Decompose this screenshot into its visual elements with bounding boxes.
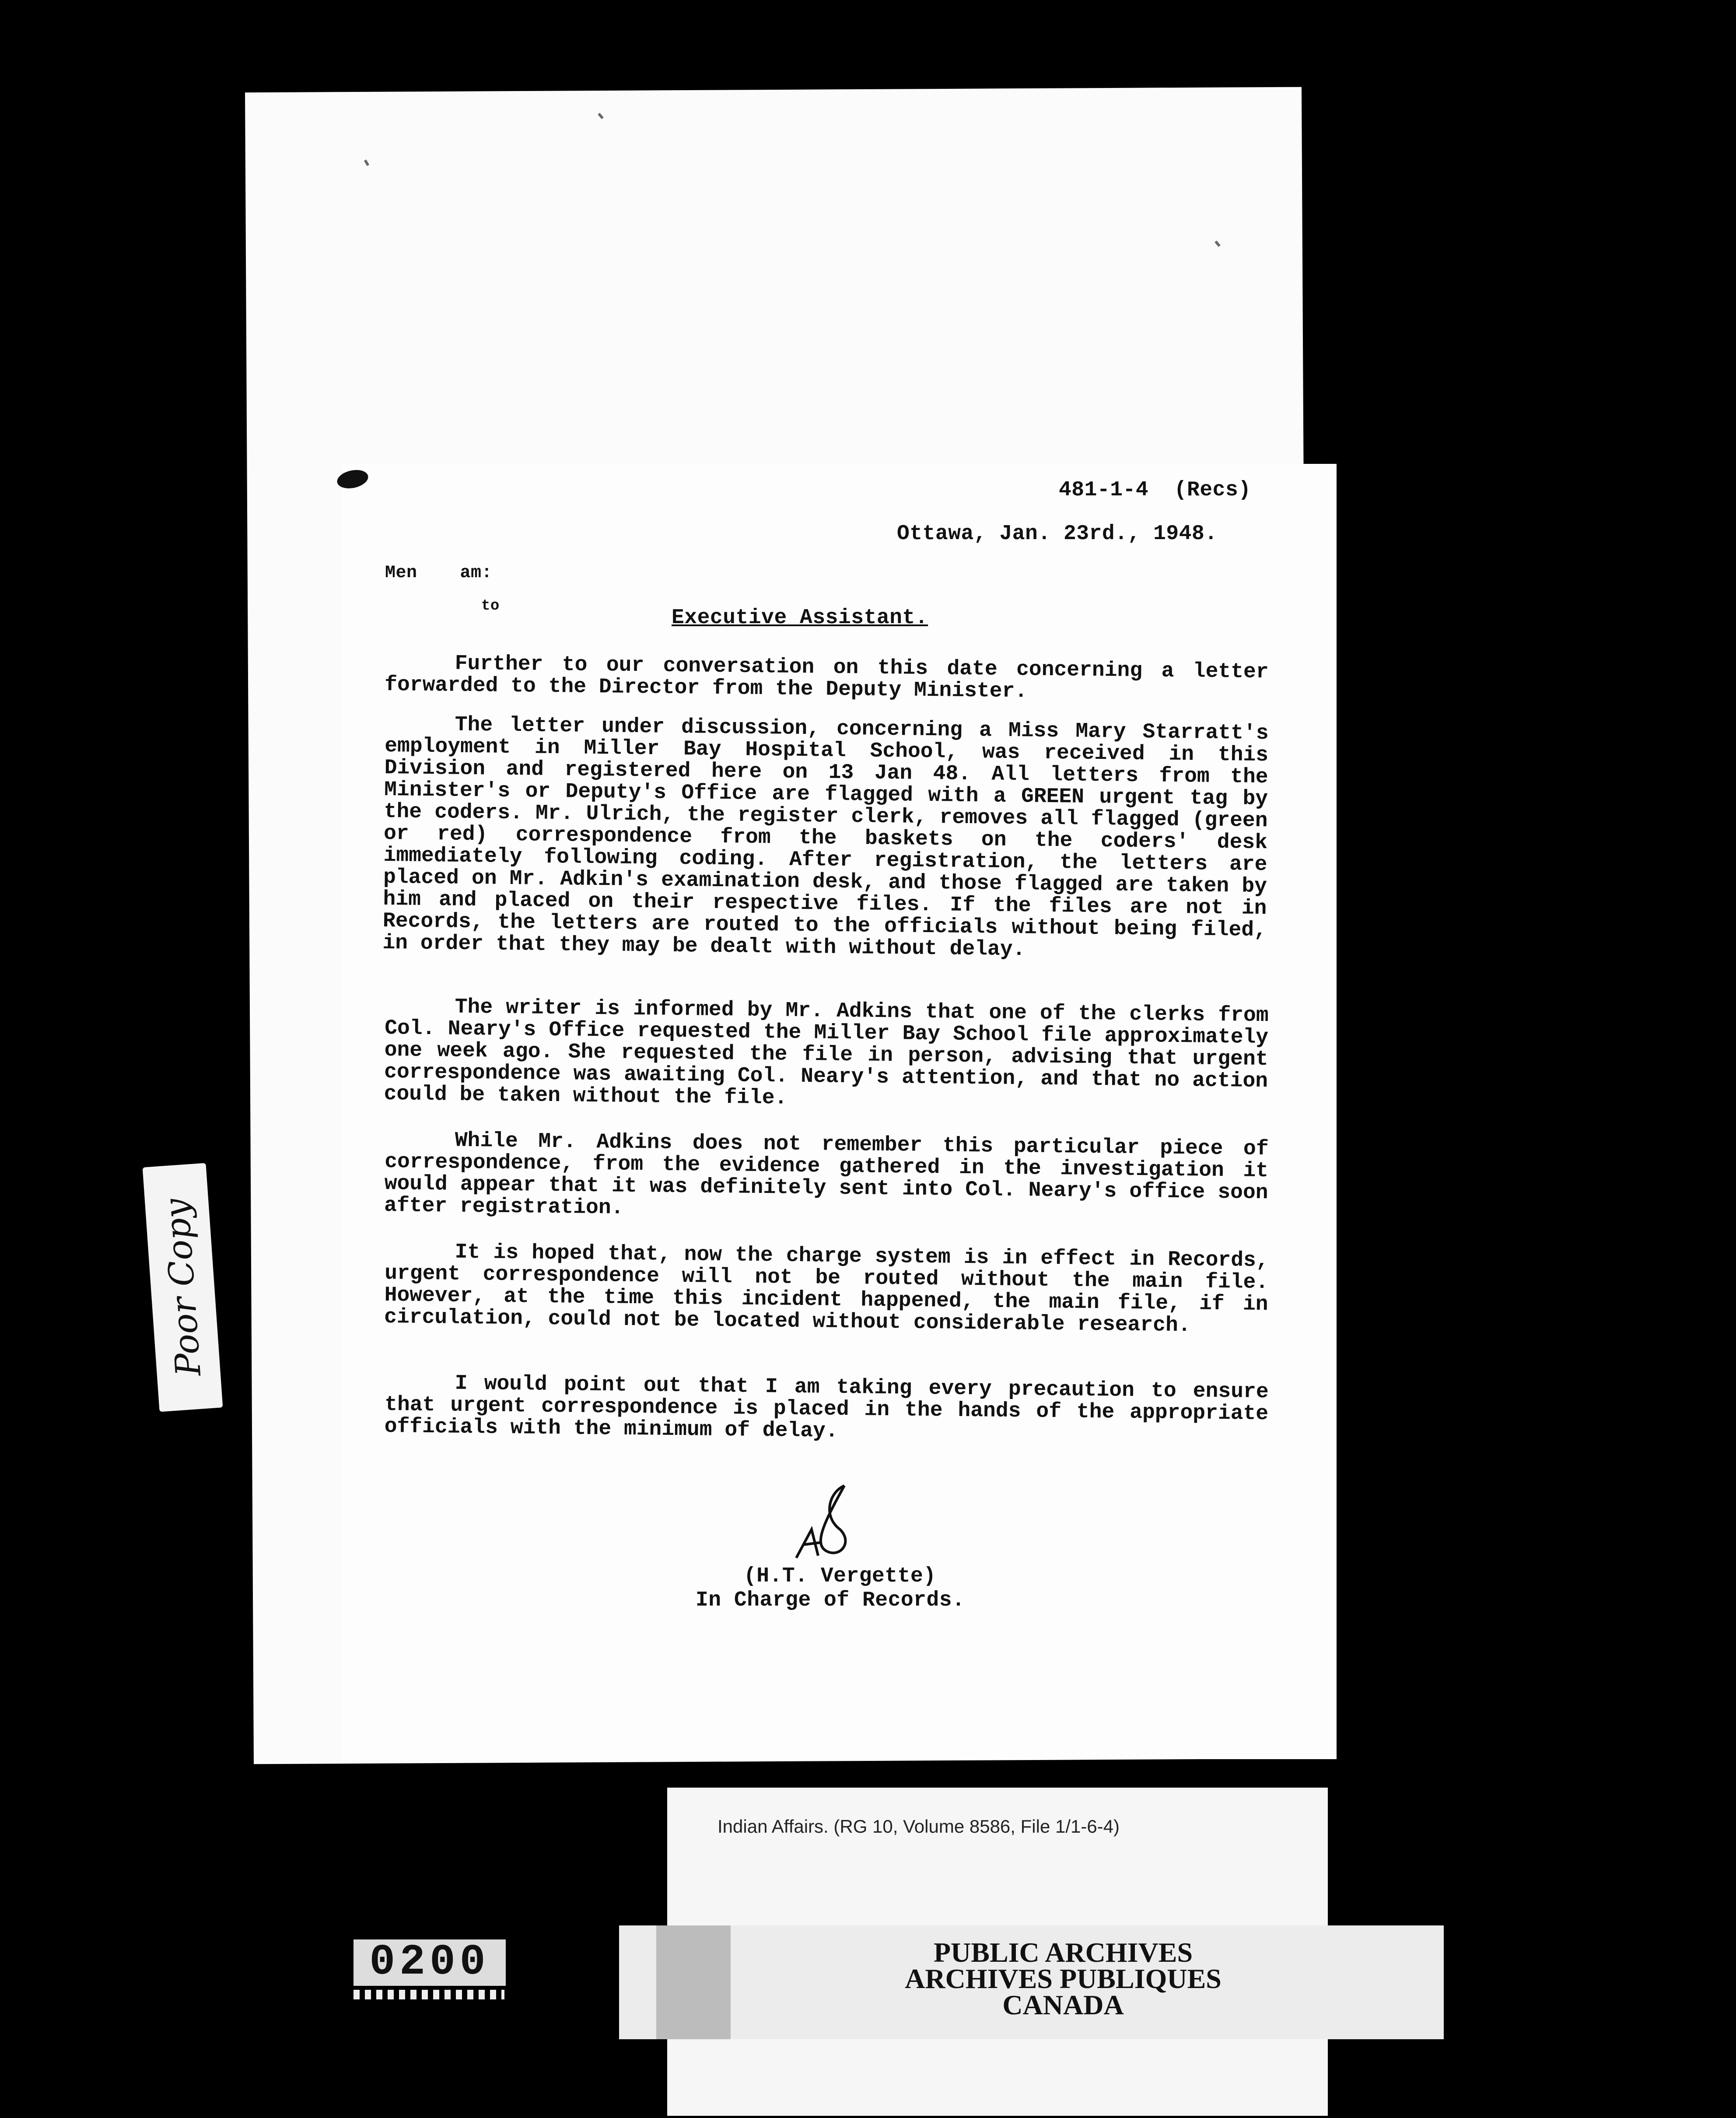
poor-copy-label: [143, 1163, 223, 1412]
paragraph-1: Further to our conversation on this date concerning a letter forwarded to the Director from the Deputy Minister.: [384, 652, 1269, 704]
signatory-title: In Charge of Records.: [696, 1588, 965, 1612]
archive-reference: Indian Affairs. (RG 10, Volume 8586, File 1/1-6-4): [718, 1816, 1120, 1837]
frame-tick-strip: [354, 1990, 504, 1999]
archive-line-2: ARCHIVES PUBLIQUES: [905, 1963, 1222, 1994]
paragraph-3: The writer is informed by Mr. Adkins that one of the clerks from Col. Neary's Office requested the Miller Bay School file approximately one week ago. She requested the file in person, advising that urgent correspondence was awaiting Col. Neary's attention, and that no action could be taken without the file.: [384, 995, 1269, 1110]
signatory-name: (H.T. Vergette): [744, 1564, 936, 1588]
archive-line-3: CANADA: [1002, 1989, 1124, 2020]
addressee: Executive Assistant.: [672, 606, 928, 630]
date-line: Ottawa, Jan. 23rd., 1948.: [897, 522, 1218, 546]
paragraph-2: The letter under discussion, concerning a Miss Mary Starratt's employment in Miller Bay Hospital School, was received in this Division and registered here on 13 Jan 48. All letters from the Minister's or Deputy's Office are flagged with a GREEN urgent tag by the coders. Mr. Ulrich, the register clerk, removes all flagged (green or red) correspondence from the baskets on the coders' desk immediately following coding. After registration, the letters are placed on Mr. Adkin's examination desk, and those flagged are taken by him and placed on their respective files. If the files are not in Records, the letters are routed to the officials without being filed, in order that they may be dealt with without delay.: [382, 713, 1269, 962]
paragraph-4: While Mr. Adkins does not remember this particular piece of correspondence, from the evidence gathered in the investigation it would appear that it was definitely sent into Col. Neary's office soon after registration.: [384, 1129, 1269, 1220]
archive-line-1: PUBLIC ARCHIVES: [933, 1937, 1193, 1968]
memo-to: to: [481, 598, 500, 614]
handwritten-signature: [788, 1481, 875, 1564]
paragraph-5: It is hoped that, now the charge system is in effect in Records, urgent correspondence will not be routed without the main file. However, at the time this incident happened, the main file, if in circulation, could not be located without considerable research.: [384, 1240, 1269, 1338]
paragraph-6: I would point out that I am taking every precaution to ensure that urgent correspondence is placed in the hands of the appropriate officials with the minimum of delay.: [384, 1371, 1269, 1443]
memo-heading: Men am:: [385, 563, 493, 583]
strip-shadow: [656, 1925, 731, 2039]
frame-counter: 0200: [354, 1939, 506, 1986]
poor-copy-text: Poor Copy: [157, 1197, 209, 1378]
file-reference: 481-1-4 (Recs): [1059, 478, 1251, 502]
